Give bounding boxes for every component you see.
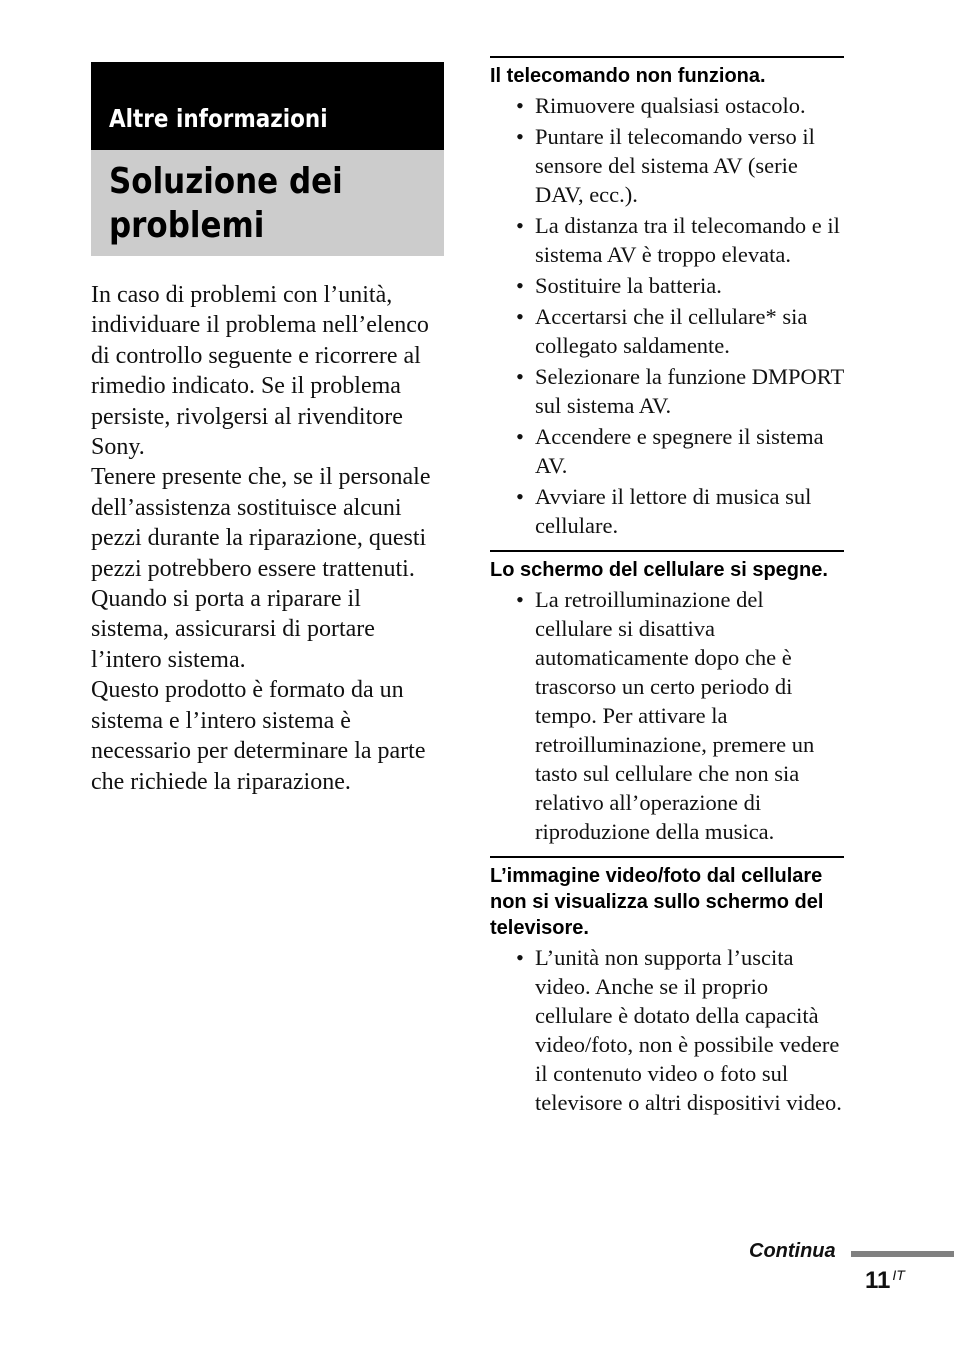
remedy-item [490, 362, 844, 420]
bullet-icon: • [516, 945, 524, 970]
section-label: Altre informazioni [109, 104, 328, 133]
page-number [865, 1267, 905, 1295]
remedy-text: La retroilluminazione del cellulare si disattiva automaticamente dopo che è trascorso un certo periodo di tempo. Per attivare la retroilluminazione, premere un tasto sul cellulare che non sia relativo all’operazione di riproduzione della musica. [535, 587, 815, 844]
bullet-icon: • [516, 273, 524, 298]
remedy-text: Avviare il lettore di musica sul cellulare. [535, 484, 812, 538]
chapter-header [91, 62, 444, 256]
bullet-icon: • [516, 213, 524, 238]
intro-paragraph: Quando si porta a riparare il sistema, assicurarsi di portare l’intero sistema. [91, 586, 375, 673]
page-language-suffix: IT [892, 1267, 905, 1283]
remedy-list [490, 585, 844, 846]
remedy-item [490, 122, 844, 209]
remedy-item [490, 585, 844, 846]
remedy-text: La distanza tra il telecomando e il sistema AV è troppo elevata. [535, 213, 840, 267]
problem-heading: Lo schermo del cellulare si spegne. [490, 559, 828, 581]
remedy-text: Puntare il telecomando verso il sensore del sistema AV (serie DAV, ecc.). [535, 124, 815, 207]
problem-section [490, 550, 844, 846]
remedy-text: Accertarsi che il cellulare* sia collegato saldamente. [535, 304, 808, 358]
remedy-text: Rimuovere qualsiasi ostacolo. [535, 93, 806, 118]
remedy-item [490, 422, 844, 480]
intro-text [91, 280, 443, 797]
troubleshooting-list [490, 56, 844, 1127]
remedy-list [490, 943, 844, 1117]
continue-label: Continua [749, 1240, 836, 1262]
remedy-text: Accendere e spegnere il sistema AV. [535, 424, 824, 478]
bullet-icon: • [516, 124, 524, 149]
remedy-item [490, 482, 844, 540]
remedy-list [490, 91, 844, 540]
page-title: Soluzione dei problemi [109, 161, 343, 246]
bullet-icon: • [516, 424, 524, 449]
problem-section [490, 56, 844, 540]
intro-paragraph: Questo prodotto è formato da un sistema e l’intero sistema è necessario per determinare la parte che richiede la riparazione. [91, 677, 426, 795]
bullet-icon: • [516, 484, 524, 509]
bullet-icon: • [516, 364, 524, 389]
problem-section [490, 856, 844, 1117]
remedy-text: Sostituire la batteria. [535, 273, 722, 298]
remedy-text: Selezionare la funzione DMPORT sul sistema AV. [535, 364, 844, 418]
intro-paragraph: Tenere presente che, se il personale dell’assistenza sostituisce alcuni pezzi durante la riparazione, questi pezzi potrebbero essere trattenuti. [91, 464, 431, 582]
bullet-icon: • [516, 304, 524, 329]
title-banner [91, 150, 444, 256]
intro-paragraph: In caso di problemi con l’unità, individuare il problema nell’elenco di controllo seguente e ricorrere al rimedio indicato. Se il problema persiste, rivolgersi al rivenditore Sony. [91, 282, 429, 461]
remedy-item [490, 211, 844, 269]
continue-bar [851, 1251, 954, 1257]
page-number-value: 11 [865, 1267, 891, 1294]
problem-heading: Il telecomando non funziona. [490, 65, 766, 87]
bullet-icon: • [516, 93, 524, 118]
remedy-item [490, 91, 844, 120]
remedy-item [490, 943, 844, 1117]
problem-heading: L’immagine video/foto dal cellulare non si visualizza sullo schermo del televisore. [490, 865, 824, 939]
remedy-item [490, 302, 844, 360]
section-banner [91, 62, 444, 150]
remedy-item [490, 271, 844, 300]
bullet-icon: • [516, 587, 524, 612]
remedy-text: L’unità non supporta l’uscita video. Anche se il proprio cellulare è dotato della capacità video/foto, non è possibile vedere il contenuto video o foto sul televisore o altri dispositivi video. [535, 945, 842, 1115]
